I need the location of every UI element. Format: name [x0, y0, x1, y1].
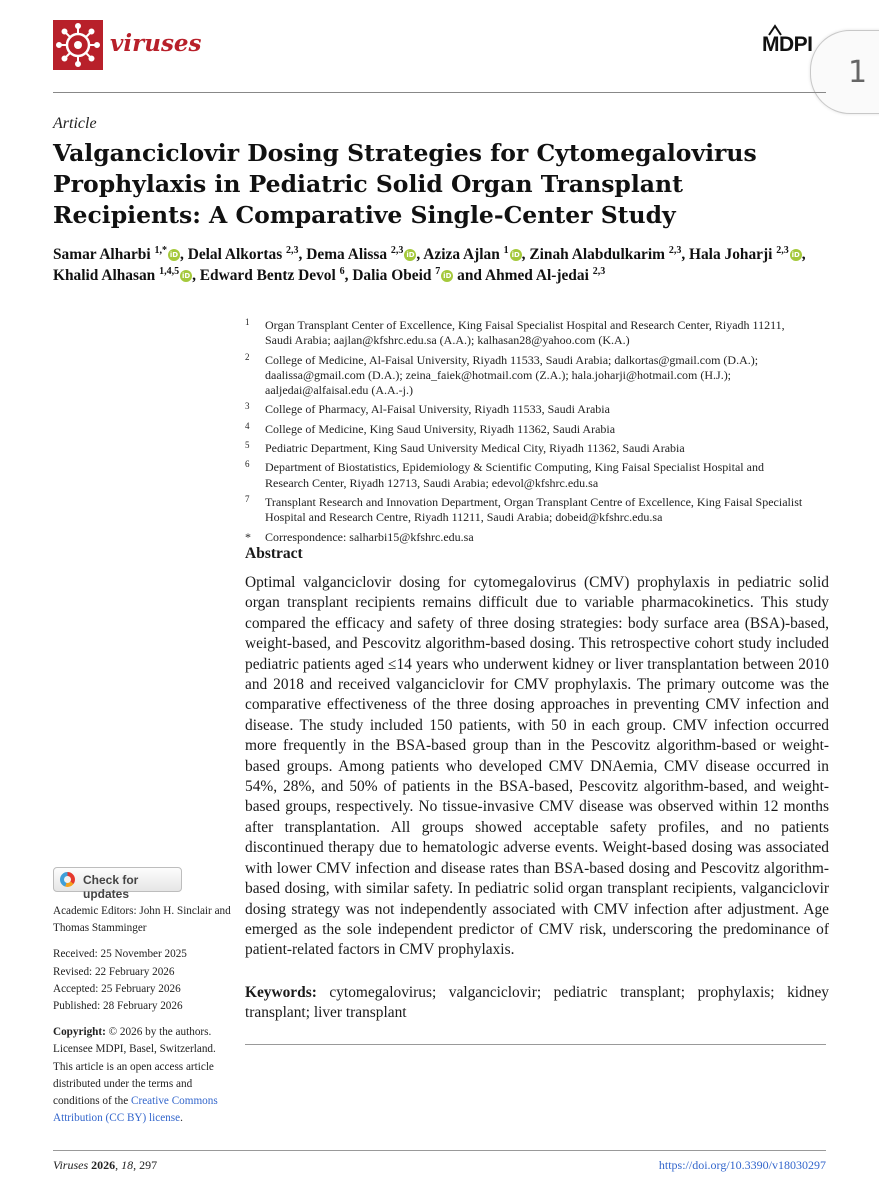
publisher-logo[interactable]: [762, 33, 813, 57]
license-end: .: [180, 1112, 183, 1125]
abstract-heading: Abstract: [245, 545, 303, 562]
author-affiliation-marker: 7: [435, 265, 441, 277]
affiliation-text: Department of Biostatistics, Epidemiology & Scientific Computing, King Faisal Specialist Hospital and Research Center, Riyadh 12713, Saudi Arabia; edevol@kfshrc.edu.sa: [265, 460, 764, 490]
orcid-icon[interactable]: iD: [443, 272, 452, 280]
license-link[interactable]: Creative Commons Attribution (CC BY) license: [53, 1095, 218, 1125]
author-affiliation-marker: 2,3: [668, 244, 682, 256]
mdpi-roof-icon: [768, 24, 782, 36]
author-name: Dalia Obeid: [352, 267, 432, 284]
author-name: Ahmed Al-jedai: [484, 267, 589, 284]
keywords-divider: [245, 1044, 826, 1045]
footer-volume: 18: [121, 1158, 134, 1172]
affiliation-number: *: [245, 529, 251, 544]
check-updates-icon: [60, 872, 75, 887]
author-affiliation-marker: 2,3: [776, 244, 789, 256]
header-divider: [53, 92, 826, 93]
author: [529, 246, 689, 263]
orcid-icon[interactable]: iD: [181, 272, 191, 280]
affiliation: [245, 318, 805, 349]
author-separator: ,: [801, 246, 806, 263]
affiliation-text: College of Pharmacy, Al-Faisal University, Riyadh 11533, Saudi Arabia: [265, 402, 610, 417]
author-separator: ,: [681, 246, 690, 263]
page-number: 1: [848, 55, 868, 90]
author: [200, 267, 353, 284]
academic-editors: Academic Editors: John H. Sinclair and Thomas Stamminger: [53, 905, 231, 935]
author-name: Delal Alkortas: [187, 246, 283, 263]
author-name: Hala Joharji: [689, 246, 773, 263]
author-affiliation-marker: 2,3: [592, 265, 606, 277]
author-affiliation-marker: 1,*: [154, 244, 167, 256]
author-name: Edward Bentz Devol: [199, 267, 336, 284]
author: [689, 246, 806, 263]
orcid-icon[interactable]: iD: [406, 251, 415, 259]
author: [352, 267, 485, 284]
author-affiliation-marker: 6: [339, 265, 345, 277]
accepted-date: Accepted: 25 February 2026: [53, 982, 181, 995]
affiliation-number: 6: [245, 459, 250, 470]
author-list: [53, 244, 843, 286]
author: [485, 267, 605, 284]
author-name: Khalid Alhasan: [53, 267, 156, 284]
affiliation: [245, 402, 805, 417]
author-name: Samar Alharbi: [53, 246, 151, 263]
affiliation-number: 2: [245, 351, 250, 362]
affiliation-text: College of Medicine, Al-Faisal University, Riyadh 11533, Saudi Arabia; dalkortas@gmail.com (D.A.); daalissa@gmail.com (D.A.); zeina_faiek@hotmail.com (Z.A.); hala.joharji@hotmail.com (H.J.); aaljedai@alfaisal.edu (A.A.-j.): [265, 352, 759, 398]
author-separator: ,: [344, 267, 353, 284]
article-title: Valganciclovir Dosing Strategies for Cytomegalovirus Prophylaxis in Pediatric Solid Organ Transplant Recipients: A Comparative Single-Center Study: [53, 139, 757, 229]
article-type: Article: [53, 115, 97, 132]
copyright-text: © 2026 by the authors. Licensee MDPI, Basel, Switzerland. This article is an open access article distributed under the terms and conditions of the: [53, 1026, 216, 1108]
affiliation-list: [245, 318, 805, 549]
received-date: Received: 25 November 2025: [53, 948, 187, 961]
affiliation-text: Organ Transplant Center of Excellence, King Faisal Specialist Hospital and Research Center, Riyadh 11211, Saudi Arabia; aajlan@kfshrc.edu.sa (A.A.); kalhasan28@yahoo.com (K.A.): [265, 318, 785, 348]
author-affiliation-marker: 2,3: [286, 244, 299, 256]
footer-year: 2026: [91, 1158, 116, 1172]
article-info-sidebar: [53, 903, 233, 1127]
footer-article: 297: [139, 1158, 158, 1172]
author-name: Zinah Alabdulkarim: [529, 246, 665, 263]
author-separator: and: [453, 267, 485, 284]
revised-date: Revised: 22 February 2026: [53, 965, 175, 978]
copyright-notice: [53, 1024, 233, 1127]
abstract-text: Optimal valganciclovir dosing for cytomegalovirus (CMV) prophylaxis in pediatric solid organ transplant recipients remains difficult due to variable pharmacokinetics. This study compared the efficacy and safety of three dosing strategies: body surface area (BSA)-based, weight-based, and Pescovitz algorithm-based dosing. This retrospective cohort study included pediatric patients aged ≤14 years who underwent kidney or liver transplantation between 2010 and 2018 and received valganciclovir for CMV prophylaxis. The primary outcome was the comparative effectiveness of the three dosing approaches in preventing CMV infection and disease. The study included 150 patients, with 50 in each group. CMV infection occurred more frequently in the BSA-based group than in the Pescovitz algorithm-based or weight-based groups. Among patients who developed CMV DNAemia, CMV disease occurred in 54%, 28%, and 50% of patients in the BSA-based, Pescovitz algorithm-based, and weight-based groups, respectively. No tissue-invasive CMV disease was observed within 12 months after transplantation. All groups showed acceptable safety profiles, and no patients discontinued therapy due to hematologic adverse events. Weight-based dosing was associated with lower CMV infection and disease rates than BSA-based dosing and Pescovitz algorithm-based dosing, with similar safety. In pediatric solid organ transplant recipients, valganciclovir dosing strategy was not independently associated with CMV infection after adjustment. Age emerged as the sole independent predictor of CMV risk, underscoring the predominance of patient-related factors in CMV prophylaxis.: [245, 574, 829, 959]
affiliation-number: 3: [245, 401, 250, 412]
author: [53, 246, 188, 263]
affiliation-text: Transplant Research and Innovation Department, Organ Transplant Centre of Excellence, King Faisal Specialist Hospital and Research Centre, Riyadh 11211, Saudi Arabia; dobeid@kfshrc.edu.sa: [265, 494, 803, 525]
affiliation: [245, 530, 805, 545]
check-updates-label: Check for updates: [83, 873, 139, 901]
keywords: [245, 983, 829, 1024]
virus-logo-icon: [53, 20, 103, 70]
author-affiliation-marker: 1,4,5: [159, 265, 180, 277]
affiliation: [245, 495, 805, 526]
footer-journal: Viruses: [53, 1158, 89, 1172]
affiliation-number: 7: [245, 493, 250, 504]
author: [188, 246, 307, 263]
affiliation-number: 5: [245, 440, 250, 451]
affiliation-text: Pediatric Department, King Saud University Medical City, Riyadh 11362, Saudi Arabia: [265, 441, 685, 456]
affiliation-number: 4: [245, 420, 250, 431]
copyright-label: Copyright:: [53, 1026, 106, 1039]
keywords-label: Keywords:: [245, 984, 317, 1001]
author-affiliation-marker: 2,3: [390, 244, 404, 256]
author-name: Aziza Ajlan: [423, 246, 500, 263]
affiliation-number: 1: [245, 317, 250, 327]
author: [423, 246, 529, 263]
author-affiliation-marker: 1: [503, 244, 509, 256]
author: [306, 246, 423, 263]
affiliation: [245, 422, 805, 437]
affiliation: [245, 353, 805, 399]
keywords-text: cytomegalovirus; valganciclovir; pediatric transplant; prophylaxis; kidney transplant; liver transplant: [245, 984, 829, 1022]
affiliation: [245, 460, 805, 491]
author-separator: ,: [180, 246, 188, 263]
journal-logo: [53, 20, 103, 70]
doi-link[interactable]: https://doi.org/10.3390/v18030297: [658, 1158, 826, 1172]
author-separator: ,: [192, 267, 200, 284]
orcid-icon[interactable]: iD: [511, 251, 520, 259]
orcid-icon[interactable]: iD: [169, 251, 179, 259]
published-date: Published: 28 February 2026: [53, 1000, 183, 1013]
author-name: Dema Alissa: [306, 246, 388, 263]
author-separator: ,: [298, 246, 307, 263]
check-updates-button[interactable]: [53, 867, 182, 901]
affiliation-text: College of Medicine, King Saud University, Riyadh 11362, Saudi Arabia: [265, 421, 616, 436]
citation-footer: Viruses 2026, 18, 297: [53, 1158, 158, 1172]
journal-name[interactable]: viruses: [110, 30, 202, 57]
affiliation-text: Correspondence: salharbi15@kfshrc.edu.sa: [265, 529, 474, 544]
author-separator: ,: [416, 246, 424, 263]
orcid-icon[interactable]: iD: [791, 251, 800, 259]
author-separator: ,: [521, 246, 530, 263]
page-number-tab: [810, 30, 879, 114]
affiliation: [245, 441, 805, 456]
footer-divider: [53, 1150, 826, 1151]
author: [53, 267, 200, 284]
publisher-name: MDPI: [762, 33, 813, 56]
